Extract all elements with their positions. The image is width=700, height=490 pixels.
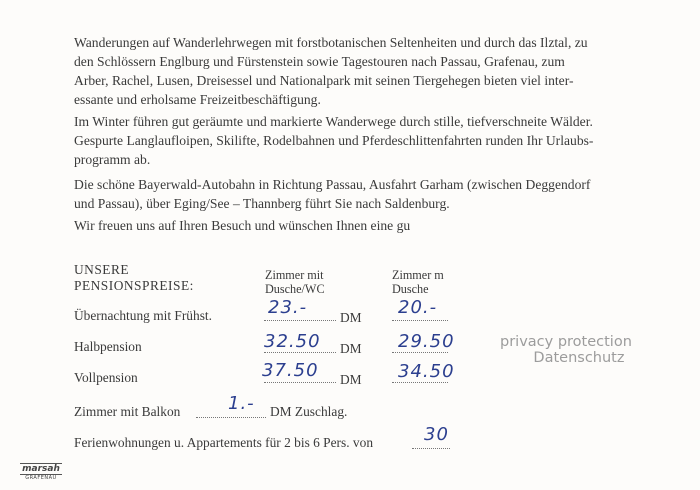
price-full-board-wc: 37.50 [262,360,319,381]
publisher-logo [20,463,62,482]
column-header-line: Dusche/WC [265,282,325,296]
price-breakfast-shower: 20.- [398,297,438,318]
watermark-line: privacy protection [500,334,632,350]
balcony-suffix: DM Zuschlag. [270,404,348,419]
apartments-label: Ferienwohnungen u. Appartements für 2 bis 6 Pers. von [74,435,374,450]
text-line: essante und erholsame Freizeitbeschäftigung. [74,92,321,107]
text-line: Gespurte Langlaufloipen, Skilifte, Rodelbahnen und Pferdeschlittenfahrten runden Ihr Urlaubs- [74,133,594,148]
balcony-surcharge-value: 1.- [228,393,255,414]
currency-label: DM [340,310,362,325]
text-line: Wir freuen uns auf Ihren Besuch und wünschen Ihnen eine gu [74,218,411,233]
text-line: Die schöne Bayerwald-Autobahn in Richtung Passau, Ausfahrt Garham (zwischen Deggendorf [74,177,591,192]
column-header-line: Dusche [392,282,429,296]
price-half-board-shower: 29.50 [398,331,455,352]
prices-heading-line1: UNSERE [74,262,130,277]
column-header-line: Zimmer m [392,268,444,282]
balcony-label: Zimmer mit Balkon [74,404,181,419]
text-line: Im Winter führen gut geräumte und markierte Wanderwege durch stille, tiefverschneite Wälder. [74,114,593,129]
prices-heading-line2: PENSIONSPREISE: [74,278,194,293]
paragraph-greeting [74,216,654,235]
paragraph-hiking [74,33,654,109]
watermark-line: Datenschutz [533,350,625,366]
paragraph-winter [74,112,654,169]
currency-label: DM [340,341,362,356]
paragraph-directions [74,175,654,213]
column-header-line: Zimmer mit [265,268,324,282]
price-full-board-shower: 34.50 [398,361,455,382]
publisher-brand: marsah [20,463,62,475]
text-line: Arber, Rachel, Lusen, Dreisessel und Nationalpark mit seinen Tiergehegen bieten viel inter- [74,73,574,88]
apartments-price-value: 30 [424,424,449,445]
row-label-full-board: Vollpension [74,370,138,385]
row-label-half-board: Halbpension [74,339,142,354]
row-label-breakfast: Übernachtung mit Frühst. [74,308,212,323]
price-half-board-wc: 32.50 [264,331,321,352]
price-breakfast-wc: 23.- [268,297,308,318]
text-line: und Passau), über Eging/See – Thannberg führt Sie nach Saldenburg. [74,196,450,211]
privacy-watermark [500,334,632,366]
publisher-place: GRAFENAU [25,475,57,481]
prices-heading [74,262,194,294]
currency-label: DM [340,372,362,387]
text-line: Wanderungen auf Wanderlehrwegen mit forstbotanischen Seltenheiten und durch das Ilztal, zu [74,35,588,50]
column-header-room-wc [265,268,325,296]
text-line: den Schlössern Englburg und Fürstenstein sowie Tagestouren nach Passau, Grafenau, zum [74,54,565,69]
column-header-room-shower [392,268,444,296]
text-line: programm ab. [74,152,151,167]
